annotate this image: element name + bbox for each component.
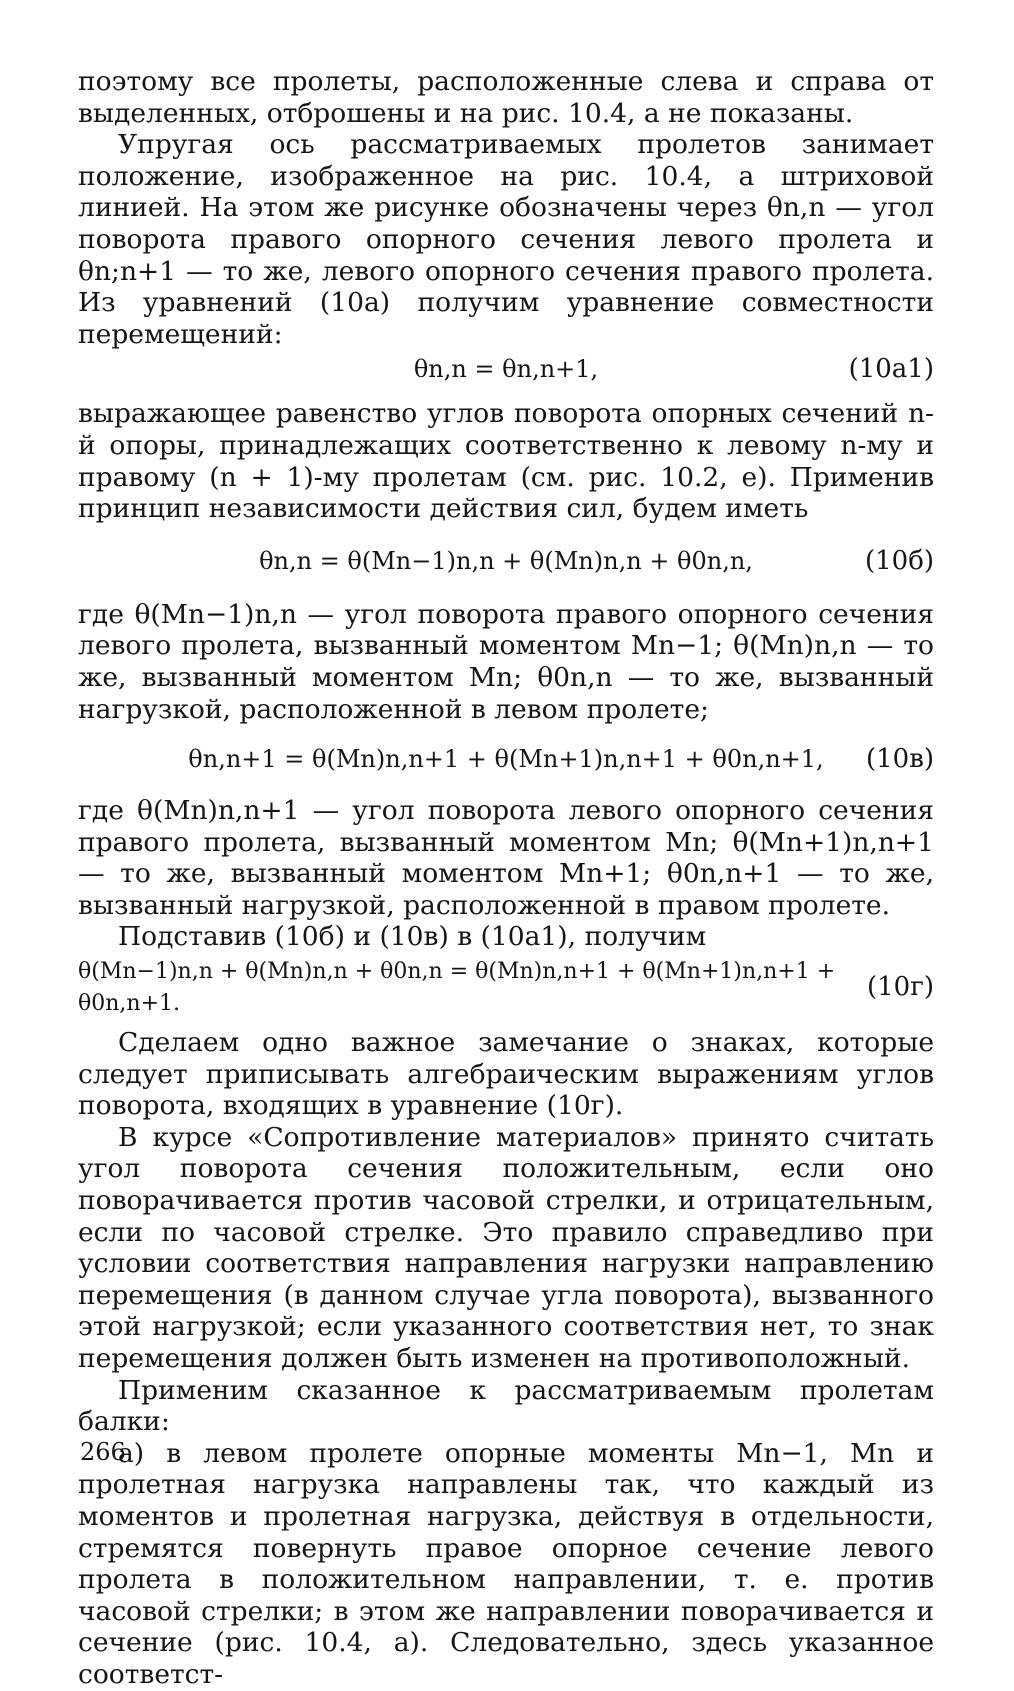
paragraph-9: Применим сказанное к рассматриваемым пролетам балки:	[78, 1374, 934, 1438]
equation-10g-number: (10г)	[867, 972, 934, 1003]
paragraph-7: Сделаем одно важное замечание о знаках, которые следует приписывать алгебраическим выражениям углов поворота, входящих в уравнение (10г).	[78, 1027, 934, 1122]
equation-10g-body: θ(Mn−1)n,n + θ(Mn)n,n + θ0n,n = θ(Mn)n,n+1 + θ(Mn+1)n,n+1 + θ0n,n+1.	[78, 959, 836, 1017]
paragraph-2: Упругая ось рассматриваемых пролетов занимает положение, изображенное на рис. 10.4, а штриховой линией. На этом же рисунке обозначены через θn,n — угол поворота правого опорного сечения левого пролета и θn;n+1 — то же, левого опорного сечения правого пролета. Из уравнений (10а) получим уравнение совместности перемещений:	[78, 129, 934, 350]
equation-10b-body: θn,n = θ(Mn−1)n,n + θ(Mn)n,n + θ0n,n,	[259, 546, 753, 575]
paragraph-8: В курсе «Сопротивление материалов» принято считать угол поворота сечения положительным, если оно поворачивается против часовой стрелки, и отрицательным, если по часовой стрелке. Это правило справедливо при условии соответствия направления нагрузки направлению перемещения (в данном случае угла поворота), вызванного этой нагрузкой; если указанного соответствия нет, то знак перемещения должен быть изменен на противоположный.	[78, 1121, 934, 1374]
page-number: 266	[80, 1438, 126, 1466]
paragraph-5: где θ(Mn)n,n+1 — угол поворота левого опорного сечения правого пролета, вызванный моментом Mn; θ(Mn+1)n,n+1 — то же, вызванный моментом Mn+1; θ0n,n+1 — то же, вызванный нагрузкой, расположенной в правом пролете.	[78, 795, 934, 921]
equation-10a1-number: (10а1)	[848, 353, 934, 384]
paragraph-3: выражающее равенство углов поворота опорных сечений n-й опоры, принадлежащих соответственно к левому n-му и правому (n + 1)-му пролетам (см. рис. 10.2, е). Применив принцип независимости действия сил, будем иметь	[78, 398, 934, 525]
equation-10b-number: (10б)	[864, 545, 934, 576]
equation-10v-body: θn,n+1 = θ(Mn)n,n+1 + θ(Mn+1)n,n+1 + θ0n,n+1,	[188, 745, 824, 774]
paragraph-6: Подставив (10б) и (10в) в (10а1), получим	[118, 921, 707, 953]
paragraph-4: где θ(Mn−1)n,n — угол поворота правого опорного сечения левого пролета, вызванный моментом Mn−1; θ(Mn)n,n — то же, вызванный моментом Mn; θ0n,n — то же, вызванный нагрузкой, расположенной в левом пролете;	[78, 598, 934, 725]
paragraph-10: а) в левом пролете опорные моменты Mn−1, Mn и пролетная нагрузка направлены так, что каждый из моментов и пролетная нагрузка, действуя в отдельности, стремятся повернуть правое опорное сечение левого пролета в положительном направлении, т. е. против часовой стрелки; в этом же направлении поворачивается и сечение (рис. 10.4, а). Следовательно, здесь указанное соответст-	[78, 1437, 934, 1690]
equation-10g	[78, 953, 934, 1023]
equation-10a1-body: θn,n = θn,n+1,	[413, 354, 599, 383]
equation-10a1	[78, 350, 934, 388]
equation-10b	[78, 525, 934, 599]
paragraph-1: поэтому все пролеты, расположенные слева и справа от выделенных, отброшены и на рис. 10.4, а не показаны.	[78, 66, 934, 129]
page-body	[78, 66, 934, 1691]
equation-10v	[78, 725, 934, 795]
equation-10v-number: (10в)	[865, 744, 934, 775]
